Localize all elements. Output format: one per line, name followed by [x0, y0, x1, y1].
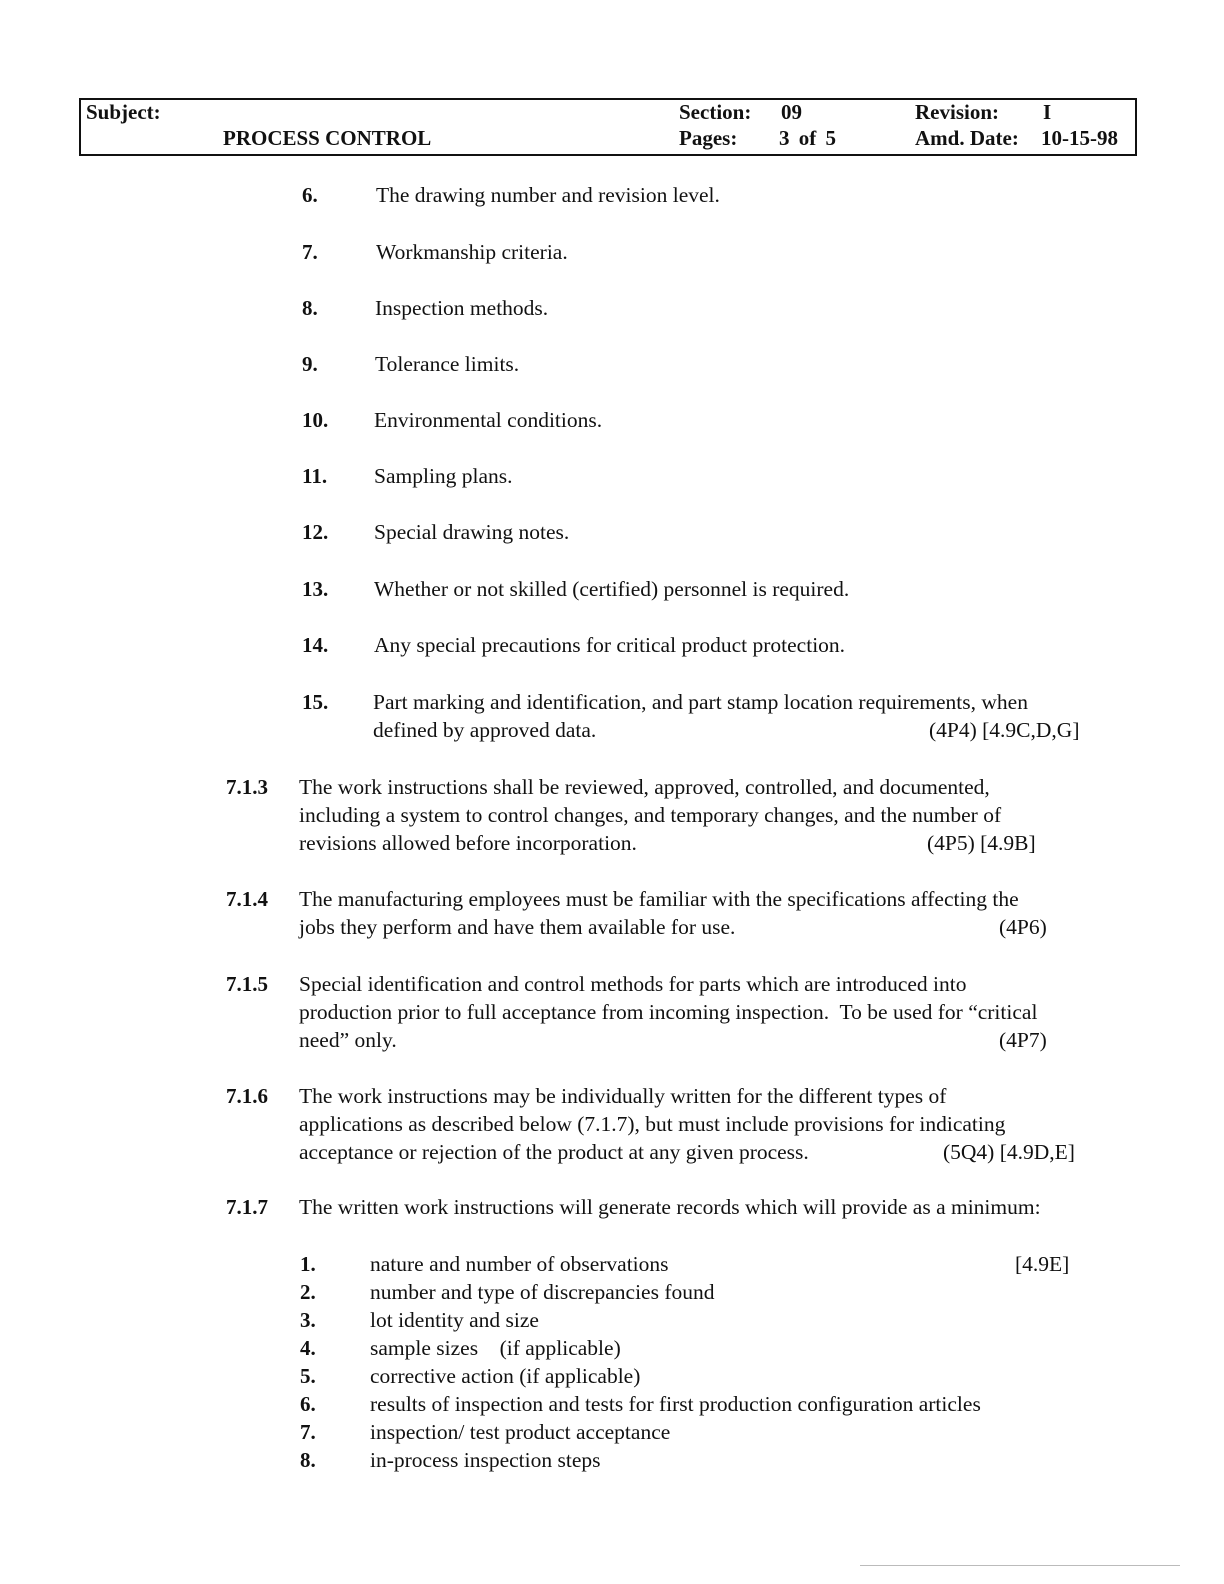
paragraph-text: The written work instructions will generate records which will provide as a minimum: [299, 1195, 1041, 1219]
list-item-number: 12. [302, 520, 329, 544]
subject-value: PROCESS CONTROL [223, 126, 432, 150]
paragraph-text: applications as described below (7.1.7), but must include provisions for indicating [299, 1112, 1006, 1136]
reference-code: (4P7) [999, 1028, 1047, 1052]
record-number: 5. [300, 1364, 316, 1388]
list-item-number: 11. [302, 464, 328, 488]
list-item-text: Whether or not skilled (certified) personnel is required. [374, 577, 850, 601]
paragraph-text: jobs they perform and have them available for use. [299, 915, 736, 939]
record-text: number and type of discrepancies found [370, 1280, 715, 1304]
paragraph-text: The manufacturing employees must be familiar with the specifications affecting the [299, 887, 1019, 911]
paragraph-number: 7.1.7 [226, 1195, 268, 1219]
record-number: 2. [300, 1280, 316, 1304]
reference-code: (4P4) [4.9C,D,G] [929, 718, 1080, 742]
record-number: 7. [300, 1420, 316, 1444]
paragraph-number: 7.1.4 [226, 887, 268, 911]
pages-label: Pages: [679, 126, 738, 150]
record-text: inspection/ test product acceptance [370, 1420, 671, 1444]
list-item-text: Environmental conditions. [374, 408, 603, 432]
list-item-text: Special drawing notes. [374, 520, 570, 544]
record-text: corrective action (if applicable) [370, 1364, 641, 1388]
reference-code: (4P6) [999, 915, 1047, 939]
section-label: Section: [679, 100, 752, 124]
paragraph-text: including a system to control changes, and temporary changes, and the number of [299, 803, 1002, 827]
paragraph-text: production prior to full acceptance from incoming inspection. To be used for “critical [299, 1000, 1038, 1024]
record-text: lot identity and size [370, 1308, 539, 1332]
pages-value: 3 of 5 [779, 126, 836, 150]
paragraph-text: Special identification and control methods for parts which are introduced into [299, 972, 967, 996]
record-number: 3. [300, 1308, 316, 1332]
list-item-text: Tolerance limits. [375, 352, 520, 376]
record-text: nature and number of observations [370, 1252, 669, 1276]
paragraph-text: revisions allowed before incorporation. [299, 831, 637, 855]
record-number: 6. [300, 1392, 316, 1416]
reference-code: (5Q4) [4.9D,E] [943, 1140, 1075, 1164]
record-text: in-process inspection steps [370, 1448, 601, 1472]
amd-date-label: Amd. Date: [915, 126, 1019, 150]
list-item-text: Workmanship criteria. [376, 240, 568, 264]
record-text: sample sizes (if applicable) [370, 1336, 621, 1360]
record-number: 4. [300, 1336, 316, 1360]
paragraph-text: need” only. [299, 1028, 397, 1052]
reference-code: (4P5) [4.9B] [927, 831, 1036, 855]
paragraph-text: The work instructions may be individually written for the different types of [299, 1084, 947, 1108]
list-item-number: 6. [302, 183, 318, 207]
list-item-number: 9. [302, 352, 318, 376]
list-item-number: 8. [302, 296, 318, 320]
subject-label: Subject: [86, 100, 161, 124]
paragraph-number: 7.1.3 [226, 775, 268, 799]
record-number: 8. [300, 1448, 316, 1472]
list-item-text: Part marking and identification, and part stamp location requirements, when [373, 690, 1028, 714]
record-text: results of inspection and tests for first production configuration articles [370, 1392, 981, 1416]
list-item-text: The drawing number and revision level. [376, 183, 720, 207]
document-header [79, 98, 1137, 156]
amd-date-value: 10-15-98 [1041, 126, 1118, 150]
paragraph-text: acceptance or rejection of the product at any given process. [299, 1140, 809, 1164]
paragraph-text: The work instructions shall be reviewed, approved, controlled, and documented, [299, 775, 990, 799]
list-item-number: 14. [302, 633, 329, 657]
list-item-text: Inspection methods. [375, 296, 549, 320]
record-number: 1. [300, 1252, 316, 1276]
list-item-number: 15. [302, 690, 329, 714]
section-value: 09 [781, 100, 802, 124]
paragraph-number: 7.1.5 [226, 972, 268, 996]
footer-divider [860, 1565, 1180, 1566]
list-item-text: Sampling plans. [374, 464, 513, 488]
reference-code: [4.9E] [1015, 1252, 1070, 1276]
list-item-number: 7. [302, 240, 318, 264]
list-item-number: 10. [302, 408, 329, 432]
list-item-number: 13. [302, 577, 329, 601]
revision-value: I [1043, 100, 1052, 124]
paragraph-number: 7.1.6 [226, 1084, 268, 1108]
revision-label: Revision: [915, 100, 999, 124]
list-item-text: defined by approved data. [373, 718, 597, 742]
list-item-text: Any special precautions for critical product protection. [374, 633, 846, 657]
